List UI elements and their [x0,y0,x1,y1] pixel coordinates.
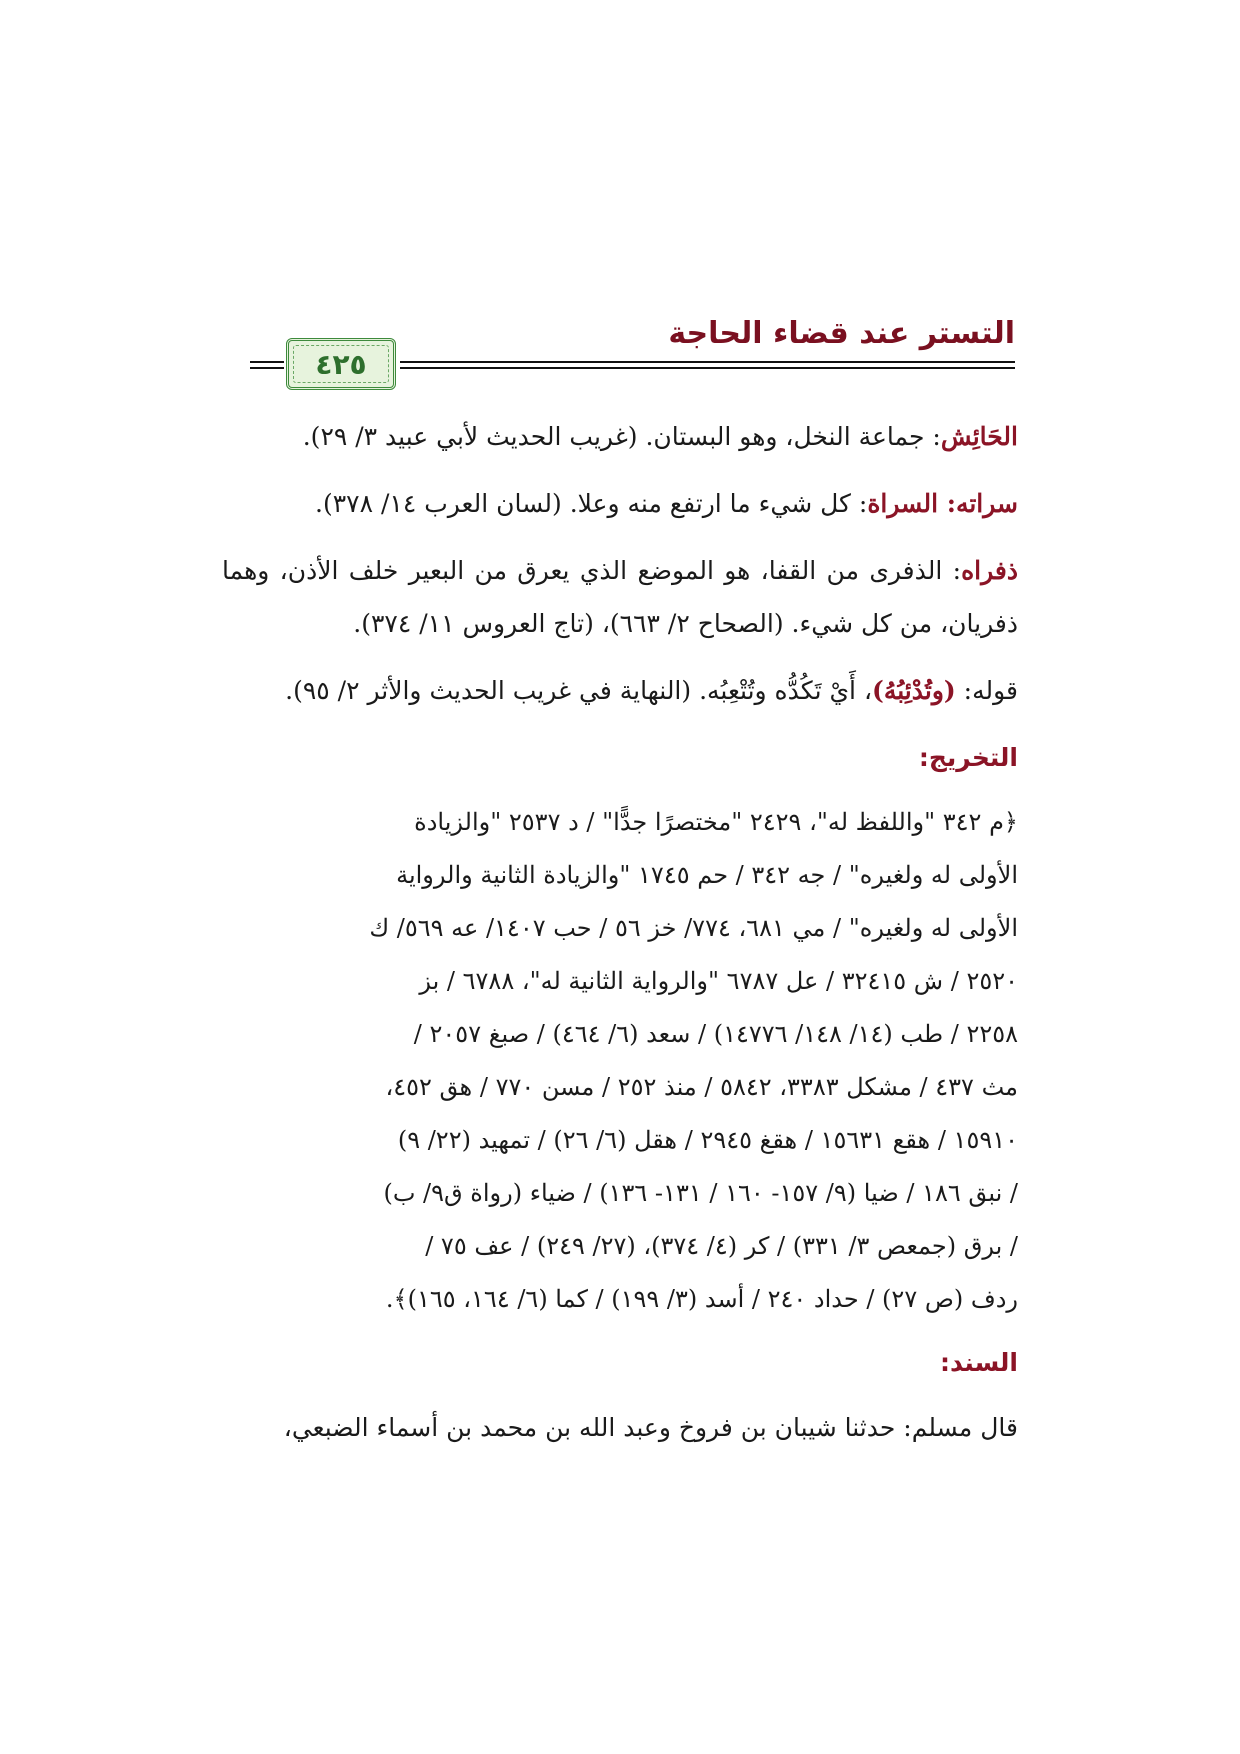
definition-lead: سراته: [938,489,1018,518]
takhrij-line: الأولى له ولغيره" / جه ٣٤٢ / حم ١٧٤٥ "والزيادة الثانية والرواية [396,861,1018,889]
page-header [250,308,1015,388]
takhrij-line: ردف (ص ٢٧) / حداد ٢٤٠ / أسد (٣/ ١٩٩) / كما (٦/ ١٦٤، ١٦٥)﴾. [385,1285,1018,1313]
takhrij-line: مث ٤٣٧ / مشكل ٣٣٨٣، ٥٨٤٢ / منذ ٢٥٢ / مسن ٧٧٠ / هق ٤٥٢، [385,1073,1018,1101]
definition-text: ، أَيْ تَكُدُّه وتُتْعِبُه. (النهاية في غريب الحديث والأثر ٢/ ٩٥). [285,676,873,705]
page-number: ٤٢٥ [315,347,367,381]
definition-lead: قوله: [955,676,1018,705]
isnad-heading: السند: [939,1348,1018,1377]
takhrij-line: ١٥٩١٠ / هقع ١٥٦٣١ / هقغ ٢٩٤٥ / هقل (٦/ ٢٦) / تمهيد (٢٢/ ٩) [397,1126,1018,1154]
takhrij-line: / نبق ١٨٦ / ضيا (٩/ ١٥٧- ١٦٠ / ١٣١- ١٣٦) / ضياء (رواة ق٩/ ب) [383,1179,1018,1207]
takhrij-line: ٢٢٥٨ / طب (١٤/ ١٤٨/ ١٤٧٧٦) / سعد (٦/ ٤٦٤) / صبغ ٢٠٥٧ / [413,1020,1018,1048]
page-body [222,410,1018,1468]
definition-sarat [222,477,1018,530]
definition-haish [222,410,1018,463]
takhrij-line: ٢٥٢٠ / ش ٣٢٤١٥ / عل ٦٧٨٧ "والرواية الثانية له"، ٦٧٨٨ / بز [419,967,1018,995]
definition-term: ذفراه [961,556,1018,585]
header-rule-left [250,361,284,363]
takhrij-line: ﴿م ٣٤٢ "واللفظ له"، ٢٤٢٩ "مختصرًا جدًّا" / د ٢٥٣٧ "والزيادة [414,808,1018,836]
takhrij-heading: التخريج: [918,743,1018,772]
page-number-badge [286,338,396,390]
definition-text: : كل شيء ما ارتفع منه وعلا. (لسان العرب ١٤/ ٣٧٨). [315,489,868,518]
isnad-text: قال مسلم: حدثنا شيبان بن فروخ وعبد الله بن محمد بن أسماء الضبعي، [283,1413,1018,1442]
definition-text: : جماعة النخل، وهو البستان. (غريب الحديث لأبي عبيد ٣/ ٢٩). [302,422,941,451]
takhrij-line: / برق (جمعص ٣/ ٣٣١) / كر (٤/ ٣٧٤)، (٢٧/ ٢٤٩) / عف ٧٥ / [425,1232,1018,1260]
definition-term: الحَائِش [940,422,1018,451]
definition-tudibuhu [222,664,1018,717]
definition-dhifra [222,544,1018,650]
header-rule-left-lower [250,367,284,369]
definition-text: : الذفرى من القفا، هو الموضع الذي يعرق من البعير خلف الأذن، وهما ذفريان، من كل شيء. (الصحاح ٢/ ٦٦٣)، (تاج العروس ١١/ ٣٧٤). [222,556,1018,638]
header-rule-right-lower [400,367,1015,369]
header-rule-right [400,361,1015,363]
takhrij-text [222,796,1018,1326]
definition-term: (وتُدْئِبُهُ) [872,676,956,705]
takhrij-line: الأولى له ولغيره" / مي ٦٨١، ٧٧٤/ خز ٥٦ / حب ١٤٠٧/ عه ٥٦٩/ ك [369,914,1018,942]
running-title: التستر عند قضاء الحاجة [668,316,1015,351]
definition-term: السراة [867,489,939,518]
